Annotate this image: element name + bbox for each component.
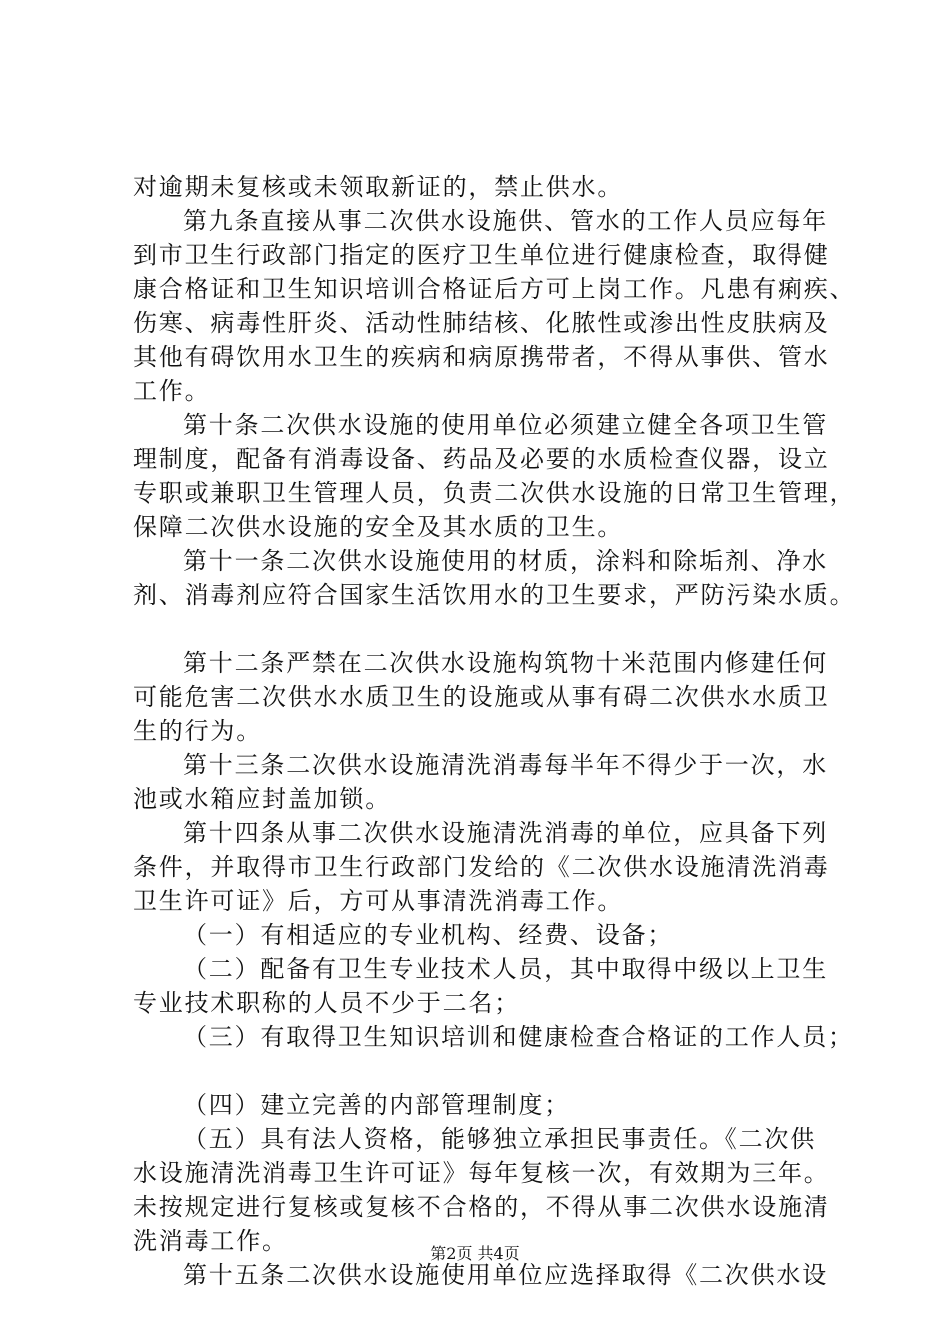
text-line: 第十二条严禁在二次供水设施构筑物十米范围内修建任何 (183, 649, 828, 677)
text-line: 专业技术职称的人员不少于二名； (133, 989, 520, 1017)
text-line: （二）配备有卫生专业技术人员，其中取得中级以上卫生 (183, 955, 828, 983)
text-line: 专职或兼职卫生管理人员，负责二次供水设施的日常卫生管理， (133, 479, 856, 507)
text-line: 池或水箱应封盖加锁。 (133, 785, 391, 813)
text-line: 水设施清洗消毒卫生许可证》每年复核一次，有效期为三年。 (133, 1159, 830, 1187)
text-line: 第十五条二次供水设施使用单位应选择取得《二次供水设 (183, 1261, 828, 1289)
text-line: 工作。 (133, 377, 211, 405)
text-line: 未按规定进行复核或复核不合格的，不得从事二次供水设施清 (133, 1193, 830, 1221)
paragraph-gap (133, 1054, 853, 1088)
text-line: 洗消毒工作。 (133, 1227, 288, 1255)
page-footer: 第2页 共4页 (430, 1244, 520, 1263)
text-line: （五）具有法人资格，能够独立承担民事责任。《二次供 (183, 1125, 816, 1153)
text-line: 卫生许可证》后，方可从事清洗消毒工作。 (133, 887, 624, 915)
text-line: 其他有碍饮用水卫生的疾病和病原携带者，不得从事供、管水 (133, 343, 830, 371)
text-line: 可能危害二次供水水质卫生的设施或从事有碍二次供水水质卫 (133, 683, 830, 711)
text-line: 伤寒、病毒性肝炎、活动性肺结核、化脓性或渗出性皮肤病及 (133, 309, 830, 337)
text-line: （一）有相适应的专业机构、经费、设备； (183, 921, 674, 949)
text-line: 康合格证和卫生知识培训合格证后方可上岗工作。凡患有痢疾、 (133, 275, 856, 303)
text-line: 第十四条从事二次供水设施清洗消毒的单位，应具备下列 (183, 819, 828, 847)
text-line: 到市卫生行政部门指定的医疗卫生单位进行健康检查，取得健 (133, 241, 830, 269)
text-line: 理制度，配备有消毒设备、药品及必要的水质检查仪器，设立 (133, 445, 830, 473)
text-line: 对逾期未复核或未领取新证的，禁止供水。 (133, 173, 624, 201)
text-line: （三）有取得卫生知识培训和健康检查合格证的工作人员； (183, 1023, 854, 1051)
text-line: 生的行为。 (133, 717, 262, 745)
text-line: 剂、消毒剂应符合国家生活饮用水的卫生要求，严防污染水质。 (133, 581, 856, 609)
paragraph-gap (133, 612, 853, 646)
text-line: 保障二次供水设施的安全及其水质的卫生。 (133, 513, 624, 541)
document-body (133, 170, 856, 1292)
text-line: 第十三条二次供水设施清洗消毒每半年不得少于一次，水 (183, 751, 828, 779)
text-line: 条件，并取得市卫生行政部门发给的《二次供水设施清洗消毒 (133, 853, 830, 881)
text-line: 第十条二次供水设施的使用单位必须建立健全各项卫生管 (183, 411, 828, 439)
text-line: 第十一条二次供水设施使用的材质，涂料和除垢剂、净水 (183, 547, 828, 575)
text-line: （四）建立完善的内部管理制度； (183, 1091, 570, 1119)
text-line: 第九条直接从事二次供水设施供、管水的工作人员应每年 (183, 207, 828, 235)
